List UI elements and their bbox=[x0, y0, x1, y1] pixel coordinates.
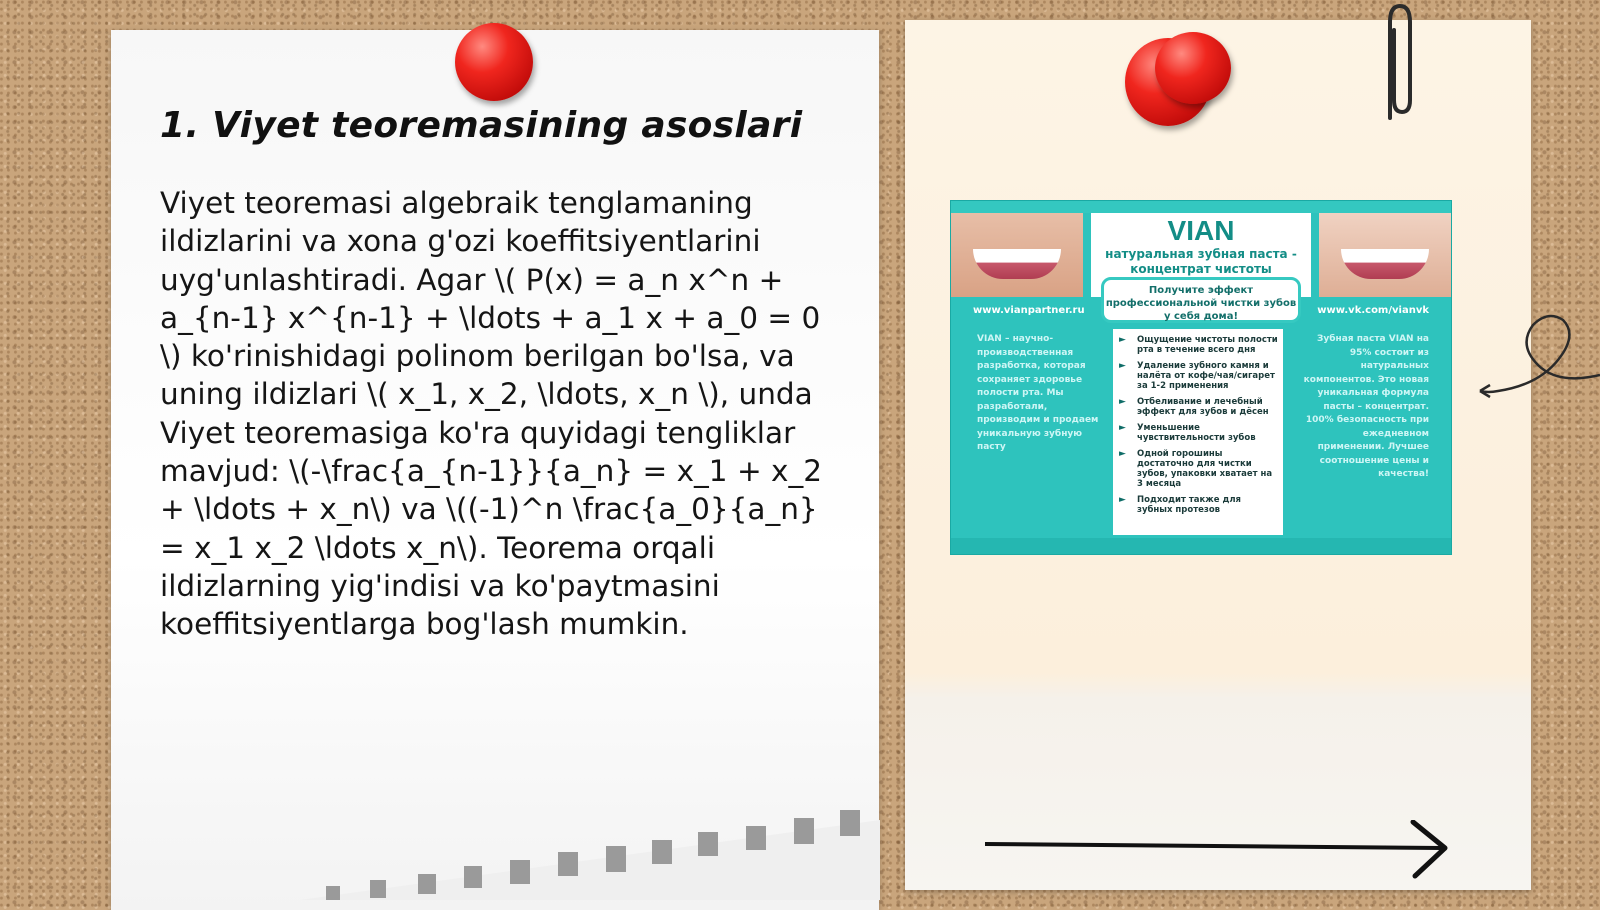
ad-side-text-left: VIAN – научно-производственная разработка, которая сохраняет здоровье полости рта. Мы разработали, производим и продаем уникальную зубную пасту bbox=[977, 334, 1099, 452]
string-loop-decoration bbox=[1478, 305, 1600, 415]
list-item: ► Одной горошины достаточно для чистки зубов, упаковки хватает на 3 месяца bbox=[1119, 449, 1279, 489]
pushpin-icon bbox=[455, 23, 533, 101]
ad-brand: VIAN bbox=[1167, 215, 1235, 246]
vian-toothpaste-ad-image bbox=[950, 200, 1452, 555]
list-item: ► Подходит также для зубных протезов bbox=[1119, 495, 1279, 515]
ad-url-left: www.vianpartner.ru bbox=[973, 305, 1085, 316]
list-item: ► Уменьшение чувствительности зубов bbox=[1119, 423, 1279, 443]
ad-subtitle-line2: концентрат чистоты bbox=[1130, 262, 1272, 276]
smiling-face-right bbox=[1319, 213, 1451, 297]
arrow-right-icon bbox=[985, 820, 1451, 880]
smiling-face-left bbox=[951, 213, 1083, 297]
list-item: ► Отбеливание и лечебный эффект для зубов и дёсен bbox=[1119, 397, 1279, 417]
slide-title: 1. Viyet teoremasining asoslari bbox=[160, 105, 803, 146]
ad-url-right: www.vk.com/vianvk bbox=[1317, 305, 1429, 316]
torn-paper-strip bbox=[300, 800, 880, 900]
ad-benefit-list bbox=[1113, 329, 1283, 535]
paperclip-icon bbox=[1372, 0, 1422, 130]
ad-subtitle-line1: натуральная зубная паста - bbox=[1105, 247, 1297, 261]
ad-bottom-bar bbox=[951, 538, 1451, 554]
slide-body-text: Viyet teoremasi algebraik tenglamaning ildizlarini va xona g'ozi koeffitsiyentlarini uyg'unlashtiradi. Agar \( P(x) = a_n x^n + a_{n-1} x^{n-1} + \ldots + a_1 x + a_0 = 0 \) ko'rinishidagi polinom berilgan bo'lsa, va uning ildizlari \( x_1, x_2, \ldots, x_n \), unda Viyet teoremasiga ko'ra quyidagi tengliklar mavjud: \(-\frac{a_{n-1}}{a_n} = x_1 + x_2 + \ldots + x_n\) va \((-1)^n \frac{a_0}{a_n} = x_1 x_2 \ldots x_n\). Teorema orqali ildizlarning yig'indisi va ko'paytmasini koeffitsiyentlarga bog'lash mumkin. bbox=[160, 186, 823, 642]
list-item: ► Ощущение чистоты полости рта в течение всего дня bbox=[1119, 335, 1279, 355]
ad-side-text-right: Зубная паста VIAN на 95% состоит из натуральных компонентов. Это новая уникальная формула пасты – концентрат. 100% безопасность при ежедневном применении. Лучшее соотношение цены и качества! bbox=[1303, 334, 1429, 479]
pushpin-icon bbox=[1155, 32, 1231, 104]
ad-offer: Получите эффект профессиональной чистки зубов у себя дома! bbox=[1101, 277, 1301, 323]
ad-top-bar bbox=[951, 201, 1451, 213]
list-item: ► Удаление зубного камня и налёта от кофе/чая/сигарет за 1-2 применения bbox=[1119, 361, 1279, 391]
